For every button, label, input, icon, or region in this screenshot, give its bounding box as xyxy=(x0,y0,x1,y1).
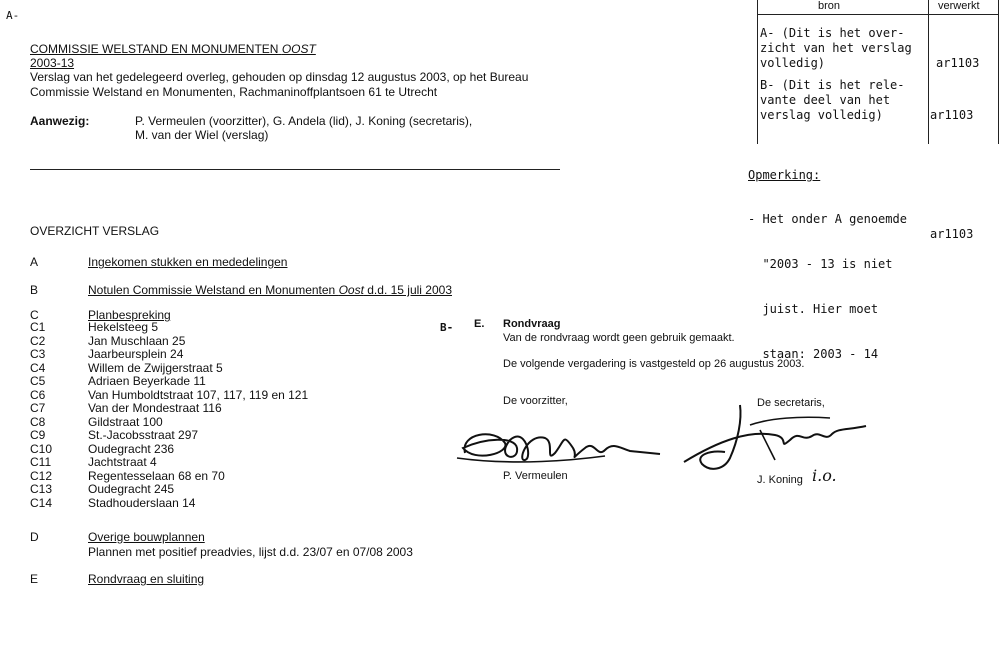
row-b-line: vante deel van het xyxy=(760,93,891,107)
plan-name: Oudegracht 245 xyxy=(88,482,175,496)
plan-code: C11 xyxy=(30,455,52,469)
section-title: Planbespreking xyxy=(88,308,171,322)
list-item xyxy=(30,362,308,376)
plan-code: C10 xyxy=(30,441,53,456)
chair-signature xyxy=(455,418,665,473)
plan-name: Adriaen Beyerkade 11 xyxy=(88,374,206,388)
section-title-post: d.d. 15 juli 2003 xyxy=(363,283,452,297)
section-d xyxy=(30,530,205,544)
plan-code: C13 xyxy=(30,482,53,496)
section-code: D xyxy=(30,530,39,544)
secretary-name: J. Koning xyxy=(757,474,803,486)
section-code: E xyxy=(30,572,39,586)
table-header-rule xyxy=(757,14,999,15)
secretary-label: De secretaris, xyxy=(757,397,825,409)
report-line-1: Verslag van het gedelegeerd overleg, gehouden op dinsdag 12 augustus 2003, op het Bureau xyxy=(30,70,529,84)
list-item xyxy=(30,348,308,362)
section-title: Overige bouwplannen xyxy=(88,530,205,544)
plan-name: Jaarbeursplein 24 xyxy=(88,347,184,361)
remark-body xyxy=(748,182,907,377)
list-item xyxy=(30,321,308,335)
list-item xyxy=(30,429,308,443)
plan-list xyxy=(30,321,308,510)
attendance-line-2: M. van der Wiel (verslag) xyxy=(135,128,269,142)
plan-name: Jan Muschlaan 25 xyxy=(88,333,186,348)
overview-title: OVERZICHT VERSLAG xyxy=(30,224,160,238)
plan-code: C7 xyxy=(30,401,46,415)
row-b-line: verslag volledig) xyxy=(760,108,883,122)
row-a-line: A- (Dit is het over- xyxy=(760,26,905,40)
remark-line: juist. Hier moet xyxy=(748,302,879,316)
plan-code: C12 xyxy=(30,468,53,483)
row-a-ref: ar1103 xyxy=(936,56,980,70)
table-row-b xyxy=(760,78,905,123)
list-item xyxy=(30,456,308,470)
plan-code: C6 xyxy=(30,387,46,402)
marker-a-top: A- xyxy=(6,9,20,22)
plan-name: Stadhouderslaan 14 xyxy=(88,495,196,510)
table-border-mid xyxy=(928,0,929,144)
excerpt-line-2: De volgende vergadering is vastgesteld op 26 augustus 2003. xyxy=(503,358,805,370)
section-a xyxy=(30,255,287,269)
marker-b: B- xyxy=(440,321,454,334)
secretary-signature xyxy=(680,400,870,475)
list-item xyxy=(30,402,308,416)
section-code: C xyxy=(30,308,39,322)
list-item xyxy=(30,375,308,389)
plan-name: Willem de Zwijgerstraat 5 xyxy=(88,360,223,375)
org-title xyxy=(30,42,316,56)
remark-ref: ar1103 xyxy=(930,227,974,241)
col-processed: verwerkt xyxy=(938,0,980,12)
table-border-left xyxy=(757,0,758,144)
section-e xyxy=(30,572,204,586)
section-title: Ingekomen stukken en mededelingen xyxy=(88,255,288,269)
org-title-text: COMMISSIE WELSTAND EN MONUMENTEN xyxy=(30,42,279,56)
plan-name: Jachtstraat 4 xyxy=(88,455,157,469)
remark-title: Opmerking: xyxy=(748,168,821,182)
divider-line xyxy=(30,169,560,170)
report-line-2: Commissie Welstand en Monumenten, Rachmaninoffplantsoen 61 te Utrecht xyxy=(30,85,438,99)
excerpt-title: Rondvraag xyxy=(503,318,561,330)
plan-code: C14 xyxy=(30,495,53,510)
plan-code: C9 xyxy=(30,428,46,442)
list-item xyxy=(30,497,308,511)
list-item xyxy=(30,389,308,403)
plan-name: St.-Jacobsstraat 297 xyxy=(88,428,199,442)
row-a-line: zicht van het verslag xyxy=(760,41,912,55)
plan-name: Gildstraat 100 xyxy=(88,414,163,429)
plan-code: C8 xyxy=(30,414,46,429)
row-b-ref: ar1103 xyxy=(930,108,974,122)
plan-code: C3 xyxy=(30,347,46,361)
row-a-line: volledig) xyxy=(760,56,826,70)
plan-code: C5 xyxy=(30,374,46,388)
excerpt-line-1: Van de rondvraag wordt geen gebruik gemaakt. xyxy=(503,332,735,344)
table-border-right xyxy=(998,0,999,144)
list-item xyxy=(30,335,308,349)
list-item xyxy=(30,483,308,497)
row-b-line: B- (Dit is het rele- xyxy=(760,78,905,92)
plan-name: Regentesselaan 68 en 70 xyxy=(88,468,225,483)
section-code: B xyxy=(30,283,39,297)
chair-label: De voorzitter, xyxy=(503,395,568,407)
col-source: bron xyxy=(818,0,841,12)
section-b xyxy=(30,283,452,297)
section-title: Rondvraag en sluiting xyxy=(88,572,205,586)
list-item xyxy=(30,443,308,457)
plan-name: Van der Mondestraat 116 xyxy=(88,401,222,415)
plan-code: C1 xyxy=(30,320,46,334)
section-title xyxy=(88,283,452,297)
attendance-line-1: P. Vermeulen (voorzitter), G. Andela (lid), J. Koning (secretaris), xyxy=(135,114,473,128)
section-d-detail: Plannen met positief preadvies, lijst d.d. 23/07 en 07/08 2003 xyxy=(88,545,413,559)
section-code: A xyxy=(30,255,39,269)
chair-name: P. Vermeulen xyxy=(503,470,568,482)
attendance-label: Aanwezig: xyxy=(30,114,90,128)
table-row-a xyxy=(760,26,912,71)
list-item xyxy=(30,416,308,430)
excerpt-code: E. xyxy=(474,318,485,330)
plan-name: Oudegracht 236 xyxy=(88,441,175,456)
plan-name: Hekelsteeg 5 xyxy=(88,320,159,334)
plan-code: C4 xyxy=(30,360,46,375)
list-item xyxy=(30,470,308,484)
section-title-italic: Oost xyxy=(338,283,364,297)
remark-line: staan: 2003 - 14 xyxy=(748,347,879,361)
section-title-pre: Notulen Commissie Welstand en Monumenten xyxy=(88,283,339,297)
remark-line: - Het onder A genoemde xyxy=(748,212,907,226)
plan-name: Van Humboldtstraat 107, 117, 119 en 121 xyxy=(88,387,309,402)
org-title-italic: OOST xyxy=(281,42,316,56)
remark-line: "2003 - 13 is niet xyxy=(748,257,893,271)
plan-code: C2 xyxy=(30,333,46,348)
secretary-note: i.o. xyxy=(812,466,837,485)
report-number: 2003-13 xyxy=(30,56,75,70)
